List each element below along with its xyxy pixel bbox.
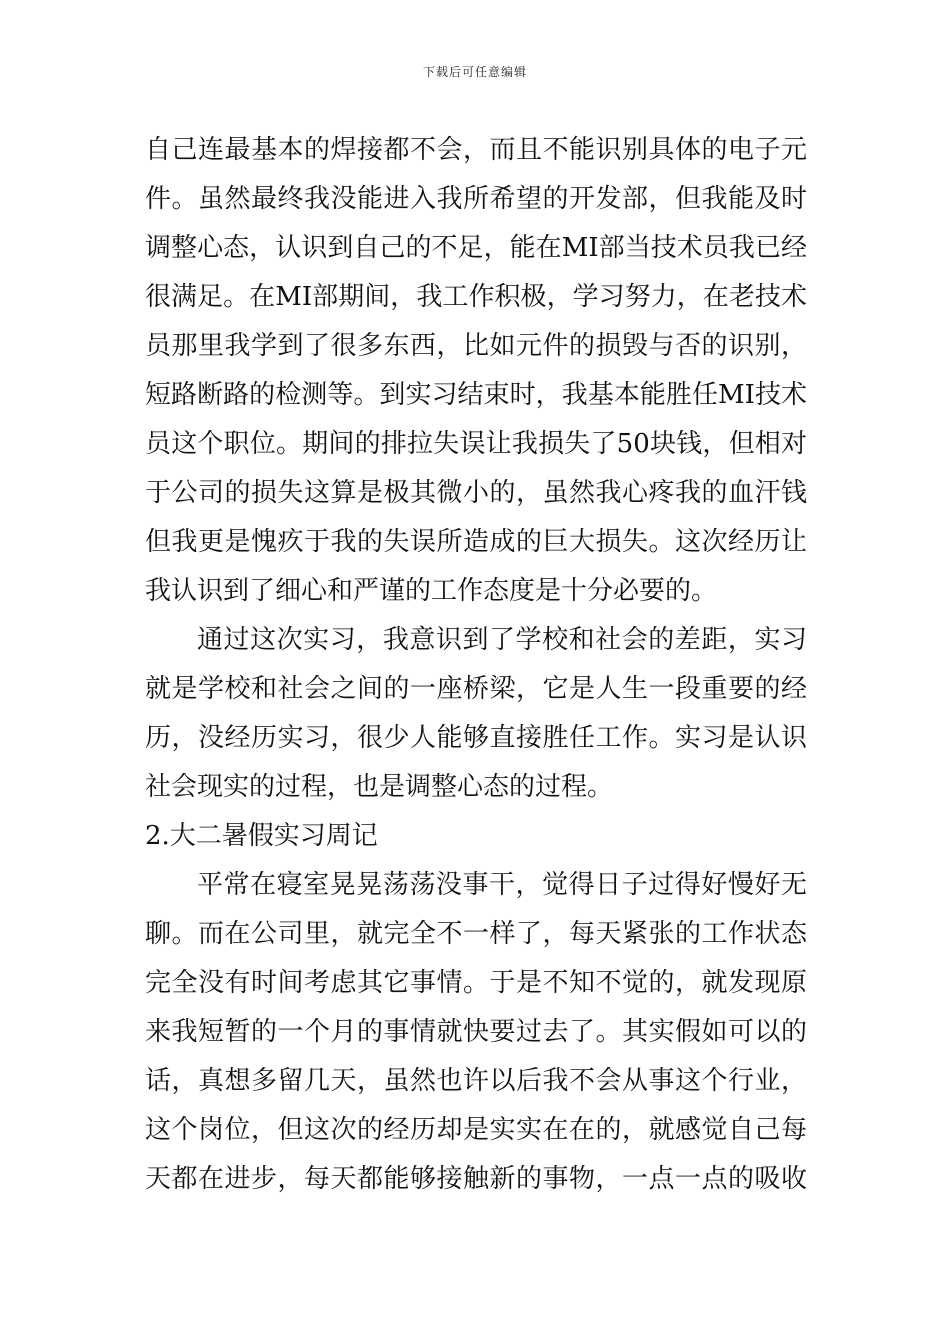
text-line: 社会现实的过程，也是调整心态的过程。 — [145, 772, 614, 802]
text-line: 员那里我学到了很多东西，比如元件的损毁与否的识别， — [145, 331, 807, 361]
page-header: 下载后可任意编辑 — [422, 65, 527, 79]
text-line: 这个岗位，但这次的经历却是实实在在的，就感觉自己每 — [145, 1115, 807, 1145]
text-line: 短路断路的检测等。到实习结束时，我基本能胜任MI技术 — [145, 380, 807, 410]
section-heading: 2.大二暑假实习周记 — [145, 821, 378, 851]
text-line: 来我短暂的一个月的事情就快要过去了。其实假如可以的 — [145, 1017, 807, 1047]
text-line: 我认识到了细心和严谨的工作态度是十分必要的。 — [145, 576, 718, 606]
body-text — [145, 126, 807, 1204]
paragraph-first-line: 通过这次实习，我意识到了学校和社会的差距，实习 — [197, 625, 807, 655]
text-line: 天都在进步，每天都能够接触新的事物，一点一点的吸收 — [145, 1164, 807, 1194]
text-line: 员这个职位。期间的排拉失误让我损失了50块钱，但相对 — [145, 429, 807, 459]
text-line: 完全没有时间考虑其它事情。于是不知不觉的，就发现原 — [145, 968, 807, 998]
text-line: 调整心态，认识到自己的不足，能在MI部当技术员我已经 — [145, 233, 807, 263]
text-line: 很满足。在MI部期间，我工作积极，学习努力，在老技术 — [145, 282, 807, 312]
text-line: 历，没经历实习，很少人能够直接胜任工作。实习是认识 — [145, 723, 807, 753]
text-line: 自己连最基本的焊接都不会，而且不能识别具体的电子元 — [145, 135, 807, 165]
text-line: 但我更是愧疚于我的失误所造成的巨大损失。这次经历让 — [145, 527, 807, 557]
text-line: 聊。而在公司里，就完全不一样了，每天紧张的工作状态 — [145, 919, 807, 949]
text-line: 话，真想多留几天，虽然也许以后我不会从事这个行业， — [145, 1066, 807, 1096]
paragraph-first-line: 平常在寝室晃晃荡荡没事干，觉得日子过得好慢好无 — [197, 870, 807, 900]
text-line: 就是学校和社会之间的一座桥梁，它是人生一段重要的经 — [145, 674, 807, 704]
text-line: 件。虽然最终我没能进入我所希望的开发部，但我能及时 — [145, 184, 807, 214]
text-line: 于公司的损失这算是极其微小的，虽然我心疼我的血汗钱 — [145, 478, 807, 508]
